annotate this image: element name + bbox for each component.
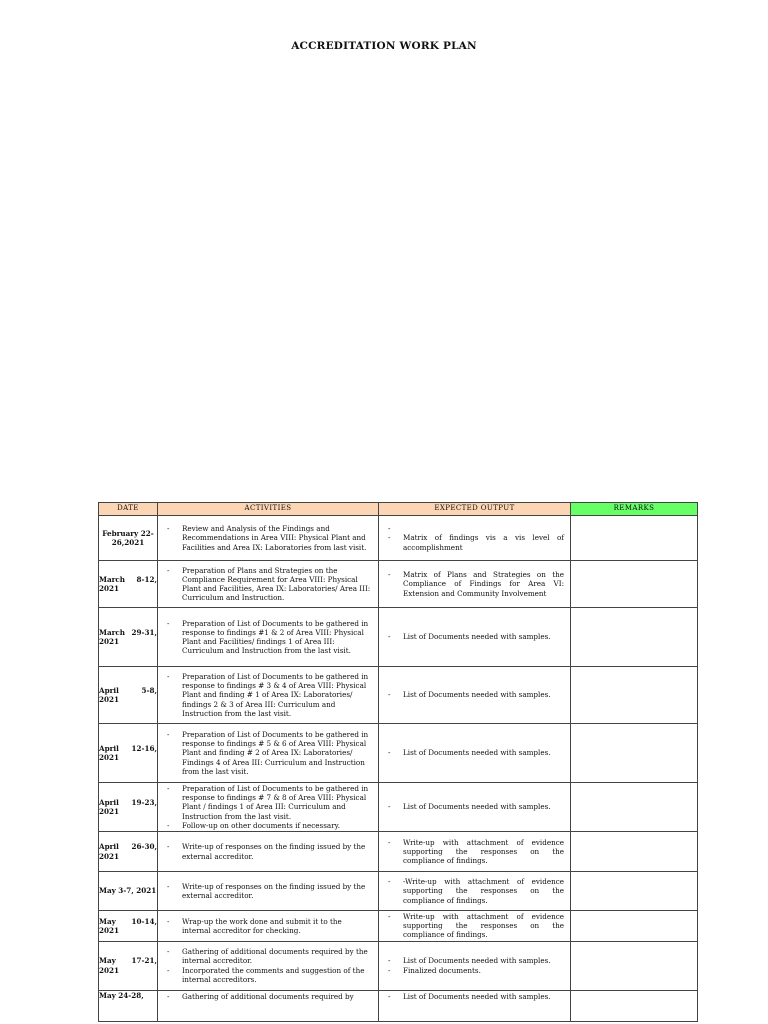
activities-cell xyxy=(158,724,379,783)
table-row xyxy=(99,911,698,942)
page-title: ACCREDITATION WORK PLAN xyxy=(291,40,477,52)
date-cell: May 10-14, 2021 xyxy=(99,911,158,942)
date-cell: April 19-23, 2021 xyxy=(99,783,158,832)
header-expected-output: EXPECTED OUTPUT xyxy=(379,503,571,516)
activity-item: - Incorporated the comments and suggestion of the internal accreditors. xyxy=(158,966,372,984)
remarks-cell xyxy=(571,990,698,1021)
remarks-cell xyxy=(571,561,698,608)
activity-item: - Write-up of responses on the finding issued by the external accreditor. xyxy=(158,842,372,860)
output-item: - Write-up with attachment of evidence supporting the responses on the compliance of findings. xyxy=(379,838,564,866)
date-cell: April 26-30, 2021 xyxy=(99,832,158,872)
output-cell xyxy=(379,872,571,911)
activities-cell xyxy=(158,783,379,832)
output-cell xyxy=(379,561,571,608)
output-item: - List of Documents needed with samples. xyxy=(379,992,564,1001)
table-row xyxy=(99,941,698,990)
activities-cell xyxy=(158,990,379,1021)
activity-item: - Write-up of responses on the finding issued by the external accreditor. xyxy=(158,882,372,900)
activity-item: - Preparation of List of Documents to be gathered in response to findings # 5 & 6 of Area VIII: Physical Plant and finding # 2 of Area IX: Laboratories/ Findings 4 of Area III: Curriculum and Instruction from the last visit. xyxy=(158,730,372,776)
date-cell: April 5-8, 2021 xyxy=(99,667,158,724)
output-item: - List of Documents needed with samples. xyxy=(379,690,564,699)
activity-item: - Gathering of additional documents required by xyxy=(158,992,372,1001)
header-activities: ACTIVITIES xyxy=(158,503,379,516)
table-header-row xyxy=(99,503,698,516)
table-row xyxy=(99,832,698,872)
output-cell xyxy=(379,783,571,832)
table-row xyxy=(99,872,698,911)
output-cell xyxy=(379,667,571,724)
output-cell xyxy=(379,724,571,783)
activity-item: - Gathering of additional documents required by the internal accreditor. xyxy=(158,947,372,965)
date-cell: May 17-21, 2021 xyxy=(99,941,158,990)
output-item: - List of Documents needed with samples. xyxy=(379,956,564,965)
table-row xyxy=(99,667,698,724)
output-item: - Finalized documents. xyxy=(379,966,564,975)
activity-item: - Preparation of List of Documents to be gathered in response to findings #1 & 2 of Area VIII: Physical Plant and Facilities/ findings 1 of Area III: Curriculum and Instruction from the last visit. xyxy=(158,619,372,656)
date-cell: April 12-16, 2021 xyxy=(99,724,158,783)
output-cell xyxy=(379,990,571,1021)
remarks-cell xyxy=(571,941,698,990)
activities-cell xyxy=(158,667,379,724)
activity-item: - Follow-up on other documents if necessary. xyxy=(158,821,372,830)
table-row xyxy=(99,516,698,561)
output-cell xyxy=(379,832,571,872)
remarks-cell xyxy=(571,667,698,724)
remarks-cell xyxy=(571,832,698,872)
output-cell xyxy=(379,516,571,561)
activities-cell xyxy=(158,911,379,942)
activities-cell xyxy=(158,516,379,561)
activity-item: - Preparation of List of Documents to be gathered in response to findings # 3 & 4 of Area VIII: Physical Plant and finding # 1 of Area IX: Laboratories/ findings 2 & 3 of Area III: Curriculum and Instruction from the last visit. xyxy=(158,672,372,718)
activity-item: - Review and Analysis of the Findings and Recommendations in Area VIII: Physical Plant and Facilities and Area IX: Laboratories from last visit. xyxy=(158,524,372,552)
remarks-cell xyxy=(571,783,698,832)
remarks-cell xyxy=(571,608,698,667)
output-item: - Matrix of Plans and Strategies on the Compliance of Findings for Area VI: Extension and Community Involvement xyxy=(379,570,564,598)
output-item: - List of Documents needed with samples. xyxy=(379,802,564,811)
work-plan-table xyxy=(98,502,698,1022)
date-cell: March 29-31, 2021 xyxy=(99,608,158,667)
activity-item: - Wrap-up the work done and submit it to the internal accreditor for checking. xyxy=(158,917,372,935)
activities-cell xyxy=(158,561,379,608)
date-cell: May 24-28, xyxy=(99,990,158,1021)
date-cell: March 8-12, 2021 xyxy=(99,561,158,608)
activities-cell xyxy=(158,941,379,990)
output-item: - -Write-up with attachment of evidence supporting the responses on the compliance of findings. xyxy=(379,877,564,905)
table-row xyxy=(99,561,698,608)
activities-cell xyxy=(158,872,379,911)
output-item: - List of Documents needed with samples. xyxy=(379,632,564,641)
activity-item: - Preparation of List of Documents to be gathered in response to findings # 7 & 8 of Area VIII: Physical Plant / findings 1 of Area III: Curriculum and Instruction from the last visit. xyxy=(158,784,372,821)
remarks-cell xyxy=(571,516,698,561)
output-item xyxy=(379,524,564,533)
table-row xyxy=(99,990,698,1021)
activities-cell xyxy=(158,608,379,667)
output-item: - List of Documents needed with samples. xyxy=(379,748,564,757)
activity-item: - Preparation of Plans and Strategies on the Compliance Requirement for Area VIII: Physical Plant and Facilities, Area IX: Laboratories/ Area III: Curriculum and Instruction. xyxy=(158,566,372,603)
remarks-cell xyxy=(571,872,698,911)
table-row xyxy=(99,783,698,832)
output-cell xyxy=(379,941,571,990)
table-row xyxy=(99,608,698,667)
header-date: DATE xyxy=(99,503,158,516)
date-cell: February 22-26,2021 xyxy=(99,516,158,561)
table-row xyxy=(99,724,698,783)
activities-cell xyxy=(158,832,379,872)
output-item: - Matrix of findings vis a vis level of accomplishment xyxy=(379,533,564,551)
output-item: - Write-up with attachment of evidence supporting the responses on the compliance of findings. xyxy=(379,912,564,940)
output-cell xyxy=(379,608,571,667)
remarks-cell xyxy=(571,911,698,942)
date-cell: May 3-7, 2021 xyxy=(99,872,158,911)
remarks-cell xyxy=(571,724,698,783)
output-cell xyxy=(379,911,571,942)
header-remarks: REMARKS xyxy=(571,503,698,516)
